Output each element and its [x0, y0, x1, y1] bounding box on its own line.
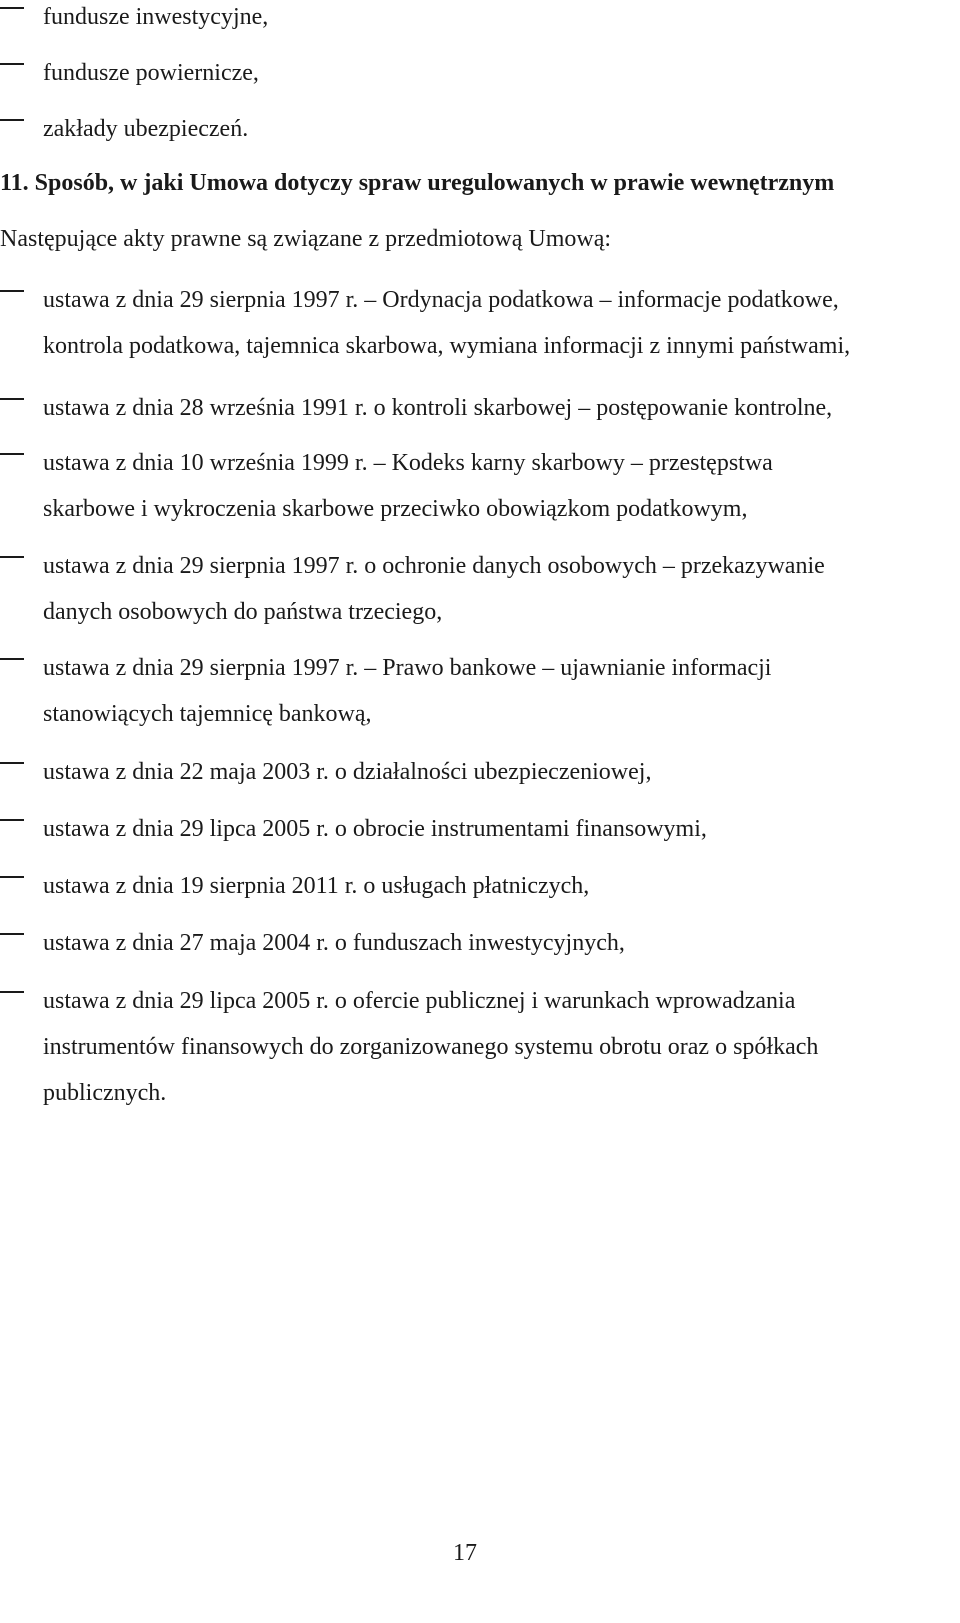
act-item: [0, 806, 925, 852]
list-item: [0, 0, 925, 40]
act-text-line: kontrola podatkowa, tajemnica skarbowa, wymiana informacji z innymi państwami,: [43, 333, 851, 359]
act-text-line: stanowiących tajemnicę bankową,: [43, 701, 372, 727]
act-item: [0, 385, 925, 431]
list-item: [0, 106, 925, 152]
act-text-line: publicznych.: [43, 1080, 167, 1106]
dash-bullet: [0, 453, 24, 455]
section-intro: Następujące akty prawne są związane z przedmiotową Umową:: [0, 226, 612, 252]
act-text-line: danych osobowych do państwa trzeciego,: [43, 599, 443, 625]
act-text-line: ustawa z dnia 27 maja 2004 r. o funduszach inwestycyjnych,: [43, 930, 625, 956]
act-item: [0, 749, 925, 795]
act-text-line: ustawa z dnia 29 sierpnia 1997 r. o ochronie danych osobowych – przekazywanie: [43, 553, 825, 579]
act-text-line: ustawa z dnia 29 lipca 2005 r. o obrocie instrumentami finansowymi,: [43, 816, 707, 842]
act-item: [0, 978, 925, 1116]
dash-bullet: [0, 63, 24, 65]
act-item: [0, 920, 925, 966]
act-item: [0, 863, 925, 909]
section-heading: 11. Sposób, w jaki Umowa dotyczy spraw uregulowanych w prawie wewnętrznym: [0, 170, 835, 196]
act-item: [0, 645, 925, 737]
dash-bullet: [0, 556, 24, 558]
list-item: [0, 50, 925, 96]
act-text-line: ustawa z dnia 29 lipca 2005 r. o ofercie publicznej i warunkach wprowadzania: [43, 988, 796, 1014]
list-item-text: fundusze powiernicze,: [43, 60, 259, 86]
dash-bullet: [0, 762, 24, 764]
dash-bullet: [0, 7, 24, 9]
dash-bullet: [0, 991, 24, 993]
dash-bullet: [0, 658, 24, 660]
dash-bullet: [0, 290, 24, 292]
page-number: 17: [453, 1540, 477, 1566]
list-item-text: fundusze inwestycyjne,: [43, 4, 269, 30]
act-text-line: ustawa z dnia 19 sierpnia 2011 r. o usługach płatniczych,: [43, 873, 590, 899]
dash-bullet: [0, 398, 24, 400]
act-text-line: ustawa z dnia 29 sierpnia 1997 r. – Prawo bankowe – ujawnianie informacji: [43, 655, 772, 681]
list-item-text: zakłady ubezpieczeń.: [43, 116, 249, 142]
act-text-line: ustawa z dnia 10 września 1999 r. – Kodeks karny skarbowy – przestępstwa: [43, 450, 773, 476]
act-item: [0, 440, 925, 532]
act-text-line: ustawa z dnia 29 sierpnia 1997 r. – Ordynacja podatkowa – informacje podatkowe,: [43, 287, 839, 313]
act-text-line: ustawa z dnia 28 września 1991 r. o kontroli skarbowej – postępowanie kontrolne,: [43, 395, 833, 421]
act-text-line: skarbowe i wykroczenia skarbowe przeciwko obowiązkom podatkowym,: [43, 496, 748, 522]
act-item: [0, 543, 925, 635]
dash-bullet: [0, 819, 24, 821]
act-text-line: instrumentów finansowych do zorganizowanego systemu obrotu oraz o spółkach: [43, 1034, 819, 1060]
act-text-line: ustawa z dnia 22 maja 2003 r. o działalności ubezpieczeniowej,: [43, 759, 652, 785]
dash-bullet: [0, 119, 24, 121]
act-item: [0, 277, 925, 369]
dash-bullet: [0, 933, 24, 935]
dash-bullet: [0, 876, 24, 878]
